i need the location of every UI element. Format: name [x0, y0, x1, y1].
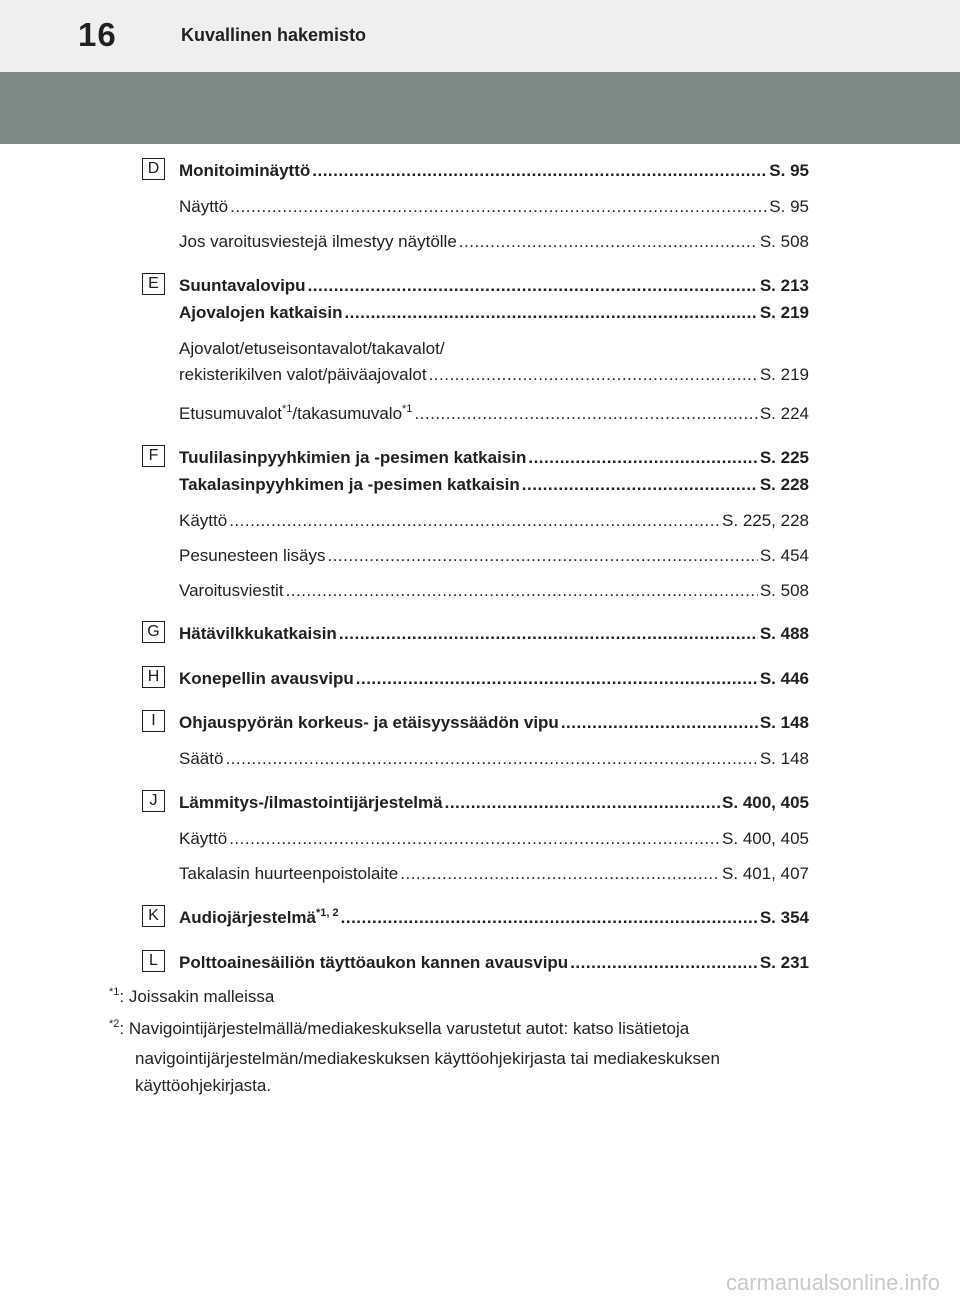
entry-page: S. 354 — [759, 908, 809, 927]
leader-dots — [356, 669, 758, 689]
footnote-text-line2: navigointijärjestelmän/mediakeskuksen käyttöohjekirjasta tai mediakeskuksen — [135, 1049, 720, 1068]
page-number: 16 — [78, 16, 117, 53]
leader-dots — [229, 511, 720, 531]
entry-page: S. 228 — [759, 475, 809, 494]
leader-dots — [286, 581, 758, 601]
index-subentry — [179, 232, 809, 252]
entry-label: Monitoiminäyttö — [179, 161, 311, 180]
leader-dots — [327, 546, 757, 566]
index-subentry — [179, 864, 809, 884]
leader-dots — [341, 908, 758, 928]
entry-label: Polttoainesäiliön täyttöaukon kannen avausvipu — [179, 953, 569, 972]
section-letter-i: I — [142, 710, 165, 732]
section-letter-g: G — [142, 621, 165, 643]
index-subentry — [179, 197, 809, 217]
page-header — [0, 0, 960, 72]
entry-label-text: Audiojärjestelmä — [179, 908, 316, 927]
index-entry — [179, 448, 809, 468]
entry-page: S. 508 — [759, 232, 809, 251]
footnote-text: : Joissakin malleissa — [119, 987, 275, 1006]
entry-page: S. 488 — [759, 624, 809, 643]
footnote-text: : Navigointijärjestelmällä/mediakeskuksella varustetut autot: katso lisätietoja — [119, 1019, 690, 1038]
footnote-ref: *1, 2 — [316, 907, 339, 919]
leader-dots — [312, 161, 767, 181]
entry-label: Takalasin huurteenpoistolaite — [179, 864, 399, 883]
index-subentry — [179, 511, 809, 531]
section-letter-l: L — [142, 950, 165, 972]
footnote-2 — [109, 1015, 829, 1099]
leader-dots — [344, 303, 757, 323]
entry-label: Näyttö — [179, 197, 229, 216]
entry-page: S. 219 — [759, 365, 809, 384]
leader-dots — [225, 749, 757, 769]
index-subentry — [179, 404, 809, 424]
entry-page: S. 95 — [769, 161, 809, 180]
footnote-ref: *1 — [282, 403, 293, 415]
entry-page: S. 508 — [759, 581, 809, 600]
entry-page: S. 95 — [769, 197, 809, 216]
entry-page: S. 400, 405 — [722, 829, 809, 848]
index-entry — [179, 908, 809, 928]
index-subentry — [179, 581, 809, 601]
index-entry — [179, 303, 809, 323]
entry-label: Pesunesteen lisäys — [179, 546, 326, 565]
entry-label-b: /takasumuvalo — [292, 404, 403, 423]
section-letter-k: K — [142, 905, 165, 927]
entry-label: Hätävilkkukatkaisin — [179, 624, 337, 643]
index-entry — [179, 669, 809, 689]
index-entry — [179, 161, 809, 181]
leader-dots — [230, 197, 767, 217]
leader-dots — [400, 864, 720, 884]
watermark: carmanualsonline.info — [725, 1270, 940, 1295]
entry-label — [179, 404, 412, 424]
section-letter-e: E — [142, 273, 165, 295]
leader-dots — [561, 713, 758, 733]
entry-label: Konepellin avausvipu — [179, 669, 354, 688]
entry-page: S. 401, 407 — [722, 864, 809, 883]
leader-dots — [429, 365, 758, 385]
entry-page: S. 148 — [759, 749, 809, 768]
footnote-ref: *1 — [402, 403, 413, 415]
leader-dots — [459, 232, 758, 252]
index-entry — [179, 713, 809, 733]
entry-page: S. 225, 228 — [722, 511, 809, 530]
index-entry — [179, 624, 809, 644]
entry-page: S. 225 — [759, 448, 809, 467]
section-letter-d: D — [142, 158, 165, 180]
entry-label: Ohjauspyörän korkeus- ja etäisyyssäädön vipu — [179, 713, 559, 732]
leader-dots — [414, 404, 757, 424]
entry-label: Ajovalojen katkaisin — [179, 303, 343, 322]
entry-label: Lämmitys-/ilmastointijärjestelmä — [179, 793, 443, 812]
leader-dots — [570, 953, 758, 973]
index-entry — [179, 475, 809, 495]
entry-label: Suuntavalovipu — [179, 276, 306, 295]
footnote-mark: *1 — [109, 986, 120, 998]
section-letter-f: F — [142, 445, 165, 467]
entry-page: S. 148 — [759, 713, 809, 732]
header-band — [0, 72, 960, 144]
entry-label: Jos varoitusviestejä ilmestyy näytölle — [179, 232, 457, 251]
index-subentry — [179, 829, 809, 849]
entry-page: S. 231 — [759, 953, 809, 972]
index-subentry — [179, 365, 809, 385]
leader-dots — [339, 624, 758, 644]
footnote-mark: *2 — [109, 1018, 120, 1030]
leader-dots — [308, 276, 758, 296]
entry-label — [179, 908, 339, 928]
entry-label: Tuulilasinpyyhkimien ja -pesimen katkaisin — [179, 448, 527, 467]
entry-page: S. 213 — [759, 276, 809, 295]
footnote-1 — [109, 983, 829, 1013]
leader-dots — [522, 475, 758, 495]
index-subentry — [179, 546, 809, 566]
section-letter-j: J — [142, 790, 165, 812]
index-entry — [179, 276, 809, 296]
entry-label-a: Etusumuvalot — [179, 404, 282, 423]
entry-page: S. 400, 405 — [722, 793, 809, 812]
entry-page: S. 224 — [759, 404, 809, 423]
entry-label: rekisterikilven valot/päiväajovalot — [179, 365, 427, 384]
entry-page: S. 219 — [759, 303, 809, 322]
leader-dots — [445, 793, 720, 813]
index-entry — [179, 953, 809, 973]
leader-dots — [528, 448, 757, 468]
index-subentry — [179, 749, 809, 769]
entry-label: Käyttö — [179, 511, 228, 530]
footnote-text-line3: käyttöohjekirjasta. — [135, 1076, 272, 1095]
entry-label: Käyttö — [179, 829, 228, 848]
entry-page: S. 454 — [759, 546, 809, 565]
entry-label-line1: Ajovalot/etuseisontavalot/takavalot/ — [179, 339, 445, 358]
entry-label: Varoitusviestit — [179, 581, 284, 600]
section-letter-h: H — [142, 666, 165, 688]
leader-dots — [229, 829, 720, 849]
page-title: Kuvallinen hakemisto — [181, 25, 367, 45]
index-entry — [179, 793, 809, 813]
entry-page: S. 446 — [759, 669, 809, 688]
entry-label: Takalasinpyyhkimen ja -pesimen katkaisin — [179, 475, 520, 494]
entry-label: Säätö — [179, 749, 224, 768]
